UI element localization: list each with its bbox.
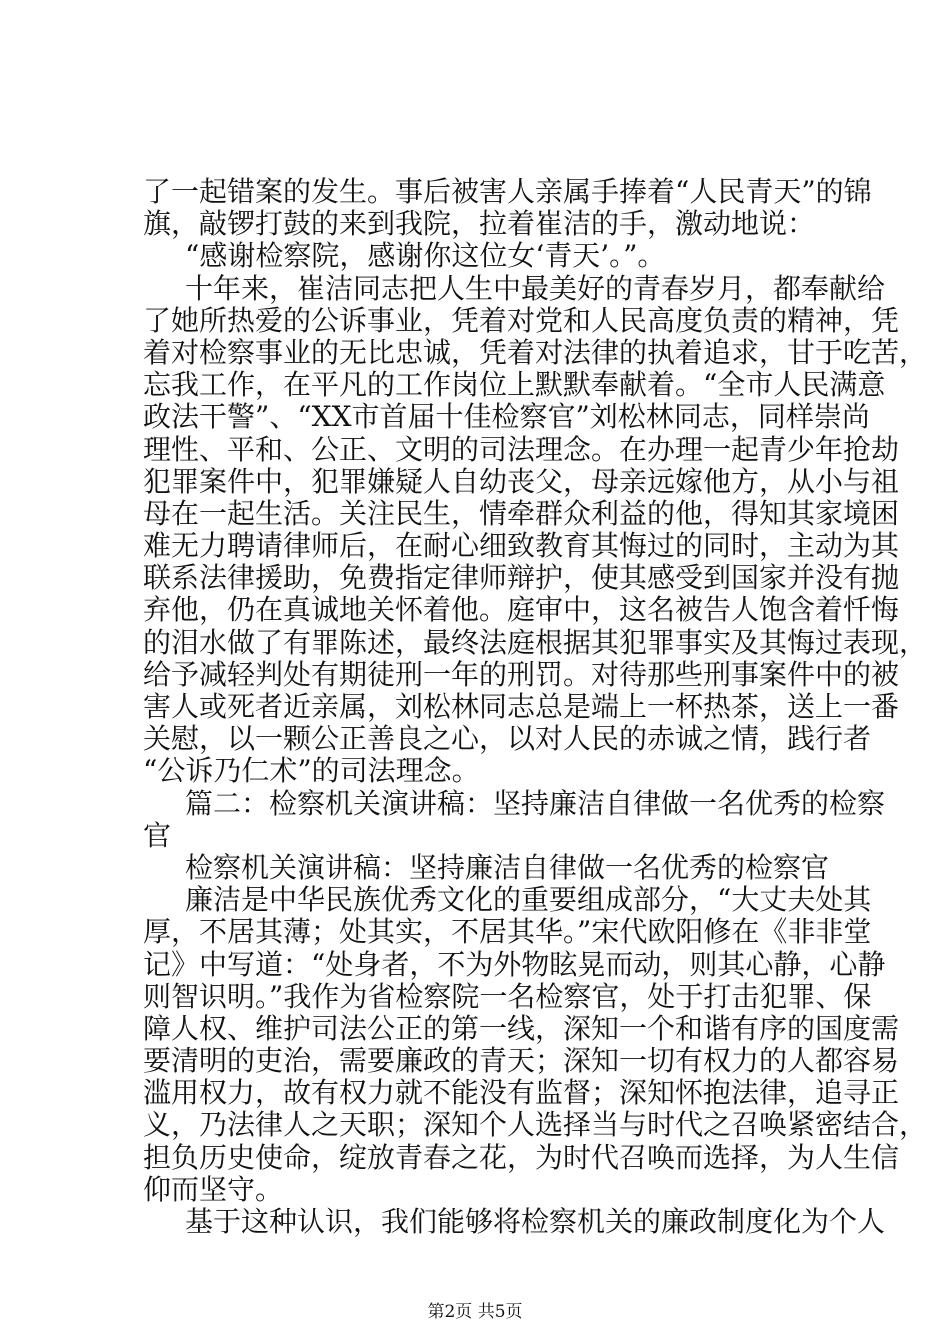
text-line: 检察机关演讲稿：坚持廉洁自律做一名优秀的检察官	[185, 850, 830, 884]
text-line: 障人权、维护司法公正的第一线，深知一个和谐有序的国度需	[143, 1011, 900, 1045]
text-line: 则智识明。”我作为省检察院一名检察官，处于打击犯罪、保	[143, 979, 872, 1013]
text-line: 联系法律援助，免费指定律师辩护，使其感受到国家并没有抛	[143, 561, 900, 595]
page-number-label: 第2页 共5页	[427, 1302, 523, 1322]
text-line: “公诉乃仁术”的司法理念。	[143, 754, 480, 788]
text-line: 弃他，仍在真诚地关怀着他。庭审中，这名被告人饱含着忏悔	[143, 593, 900, 627]
text-line: 关慰，以一颗公正善良之心，以对人民的赤诚之情，践行者	[143, 722, 872, 756]
text-line: 了一起错案的发生。事后被害人亲属手捧着“人民青天”的锦	[143, 175, 872, 208]
text-line: 难无力聘请律师后，在耐心细致教育其悔过的同时，主动为其	[143, 529, 900, 563]
text-line: 篇二：检察机关演讲稿：坚持廉洁自律做一名优秀的检察	[185, 786, 886, 820]
text-line: 廉洁是中华民族优秀文化的重要组成部分，“大丈夫处其	[185, 883, 872, 917]
document-body	[143, 175, 928, 1238]
text-line: 着对检察事业的无比忠诚，凭着对法律的执着追求，甘于吃苦，	[143, 335, 928, 369]
text-line: 厚，不居其薄；处其实，不居其华。”宋代欧阳修在《非非堂	[143, 915, 872, 949]
text-line: 犯罪案件中，犯罪嫌疑人自幼丧父，母亲远嫁他方，从小与祖	[143, 464, 900, 498]
text-line: 忘我工作，在平凡的工作岗位上默默奉献着。“全市人民满意	[143, 368, 886, 402]
page-footer	[0, 1302, 950, 1322]
text-line: 义，乃法律人之天职；深知个人选择当与时代之召唤紧密结合，	[143, 1108, 928, 1142]
text-line: 的泪水做了有罪陈述，最终法庭根据其犯罪事实及其悔过表现，	[143, 625, 928, 659]
text-line: 给予减轻判处有期徒刑一年的刑罚。对待那些刑事案件中的被	[143, 657, 900, 691]
text-line: 理性、平和、公正、文明的司法理念。在办理一起青少年抢劫	[143, 432, 900, 466]
text-line: 记》中写道：“处身者，不为外物眩晃而动，则其心静，心静	[143, 947, 886, 981]
text-line: 官	[143, 818, 172, 852]
text-line: 旗，敲锣打鼓的来到我院，拉着崔洁的手，激动地说：	[143, 207, 816, 241]
text-line: 害人或死者近亲属，刘松林同志总是端上一杯热茶，送上一番	[143, 690, 900, 723]
text-line: 政法干警”、“XX市首届十佳检察官”刘松林同志，同样崇尚	[143, 400, 870, 434]
text-line: 基于这种认识，我们能够将检察机关的廉政制度化为个人	[185, 1205, 886, 1238]
text-line: 了她所热爱的公诉事业，凭着对党和人民高度负责的精神，凭	[143, 303, 900, 337]
text-line: 要清明的吏治，需要廉政的青天；深知一切有权力的人都容易	[143, 1044, 900, 1078]
text-line: 滥用权力，故有权力就不能没有监督；深知怀抱法律，追寻正	[143, 1076, 900, 1110]
text-line: 担负历史使命，绽放青春之花，为时代召唤而选择，为人生信	[143, 1140, 900, 1174]
text-line: 十年来，崔洁同志把人生中最美好的青春岁月，都奉献给	[185, 271, 886, 305]
text-line: 仰而坚守。	[143, 1172, 284, 1206]
text-line: “感谢检察院，感谢你这位女‘青天’。”。	[185, 239, 666, 273]
text-line: 母在一起生活。关注民生，情牵群众利益的他，得知其家境困	[143, 496, 900, 530]
